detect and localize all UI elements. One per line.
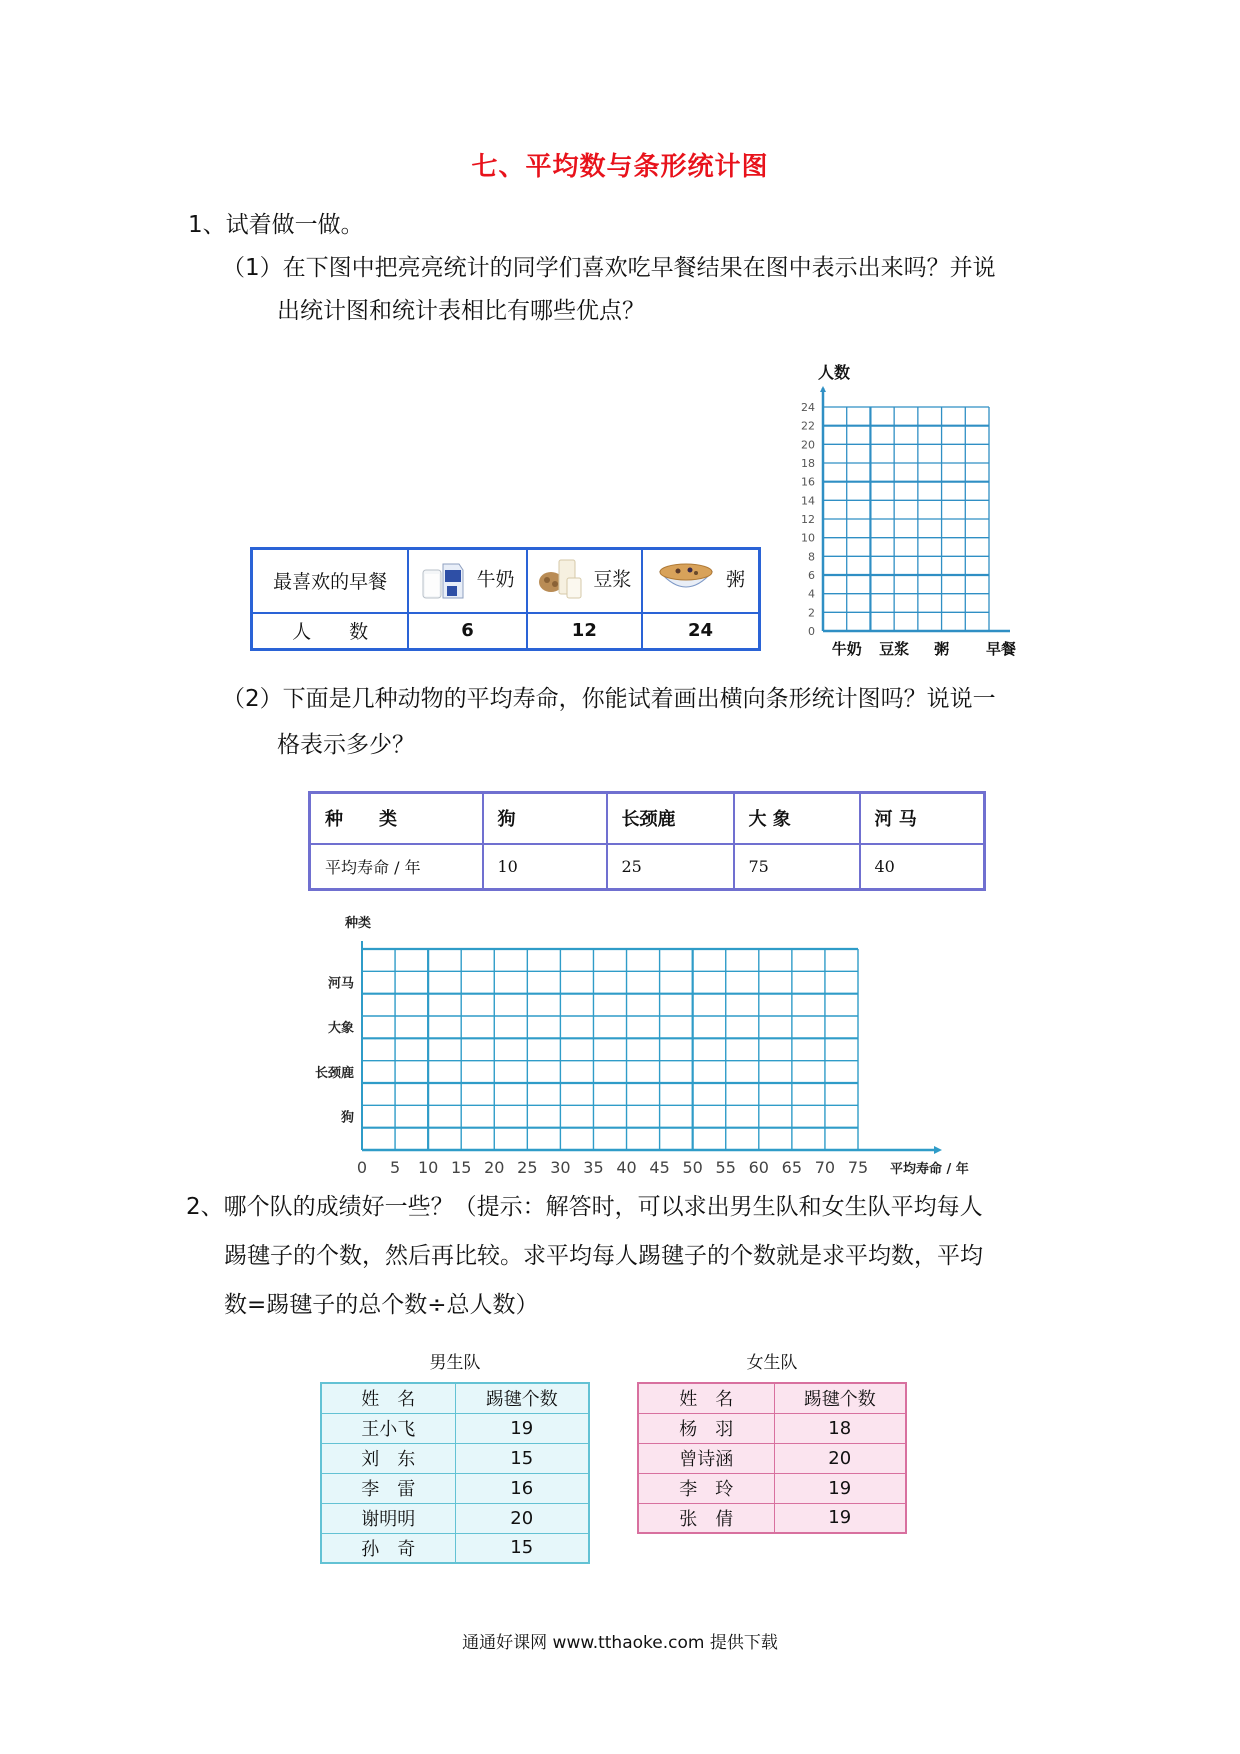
horizontal-chart-categories [315, 976, 354, 1126]
question-1-part-2-line-2: 格表示多少？ [277, 732, 415, 758]
breakfast-item-soymilk [527, 549, 642, 613]
team-member-row [638, 1443, 906, 1473]
boys-team-title: 男生队 [429, 1353, 481, 1373]
y-tick-label: 18 [801, 457, 815, 470]
animal-row-species [310, 793, 985, 844]
name-header: 姓 名 [321, 1383, 455, 1413]
count-header: 踢毽个数 [455, 1383, 589, 1413]
count-cell: 24 [642, 613, 760, 650]
x-category-label: 粥 [934, 640, 950, 658]
y-tick-label: 22 [801, 419, 815, 433]
question-1-part-1-line-1: （1）在下图中把亮亮统计的同学们喜欢吃早餐结果在图中表示出来吗？并说 [222, 255, 996, 281]
member-name: 刘 东 [321, 1443, 455, 1473]
member-count: 19 [774, 1473, 906, 1503]
girls-team-table [637, 1382, 907, 1534]
member-count: 16 [455, 1473, 589, 1503]
member-name: 杨 羽 [638, 1413, 774, 1443]
y-tick-label: 14 [801, 494, 815, 508]
member-name: 曾诗涵 [638, 1443, 774, 1473]
lifespan-cell: 25 [607, 844, 734, 890]
question-2-line-2: 踢毽子的个数，然后再比较。求平均每人踢毽子的个数就是求平均数，平均 [224, 1243, 983, 1269]
x-tick-label: 0 [356, 1158, 368, 1177]
member-name: 李 雷 [321, 1473, 455, 1503]
team-member-row [321, 1503, 589, 1533]
x-tick-label: 10 [417, 1158, 439, 1177]
milk-icon [421, 556, 467, 605]
horizontal-chart-grid [362, 941, 942, 1154]
footer-credit: 通通好课网 www.tthaoke.com 提供下载 [462, 1633, 778, 1653]
y-tick-label: 6 [808, 569, 815, 582]
x-axis-arrow [934, 1146, 942, 1154]
vertical-chart-y-label: 人数 [818, 363, 851, 382]
horizontal-chart-x-ticks [357, 1158, 868, 1177]
x-tick-label: 50 [682, 1158, 703, 1177]
vertical-chart-x-label: 早餐 [986, 640, 1017, 658]
y-category-label: 狗 [340, 1110, 354, 1126]
animal-name-cell: 长颈鹿 [607, 793, 734, 844]
breakfast-table [250, 547, 761, 651]
y-axis-arrow [820, 386, 826, 392]
breakfast-item-milk [408, 549, 526, 613]
team-member-row [321, 1413, 589, 1443]
boys-team-table [320, 1382, 590, 1564]
vertical-chart-y-ticks [801, 401, 815, 638]
x-category-label: 牛奶 [831, 640, 862, 658]
x-tick-label: 75 [847, 1158, 869, 1177]
y-category-label: 大象 [327, 1021, 354, 1037]
lifespan-header-cell: 平均寿命 / 年 [310, 844, 483, 890]
lifespan-cell: 75 [734, 844, 860, 890]
member-count: 18 [774, 1413, 906, 1443]
breakfast-item-label: 粥 [725, 568, 745, 591]
vertical-chart-grid [820, 386, 1010, 631]
team-member-row [638, 1473, 906, 1503]
member-name: 张 倩 [638, 1503, 774, 1533]
x-tick-label: 45 [649, 1158, 670, 1177]
breakfast-item-label: 牛奶 [476, 568, 515, 591]
x-tick-label: 70 [814, 1158, 836, 1177]
horizontal-chart-x-label: 平均寿命 / 年 [890, 1162, 969, 1177]
girls-header-row [638, 1383, 906, 1413]
y-category-label: 河马 [327, 976, 354, 992]
y-tick-label: 12 [801, 513, 815, 526]
count-cell: 6 [408, 613, 526, 650]
count-header: 踢毽个数 [774, 1383, 906, 1413]
question-2-line-3: 数=踢毽子的总个数÷总人数） [224, 1292, 539, 1318]
animal-lifespan-table [308, 791, 986, 891]
y-tick-label: 16 [801, 475, 815, 489]
y-tick-label: 2 [808, 606, 815, 620]
breakfast-row-counts [252, 613, 760, 650]
team-member-row [321, 1533, 589, 1563]
lifespan-cell: 10 [483, 844, 607, 890]
boys-header-row [321, 1383, 589, 1413]
team-member-row [638, 1413, 906, 1443]
count-cell: 12 [527, 613, 642, 650]
x-tick-label: 30 [550, 1158, 571, 1177]
member-name: 王小飞 [321, 1413, 455, 1443]
team-member-row [638, 1503, 906, 1533]
team-member-row [321, 1473, 589, 1503]
y-category-label: 长颈鹿 [314, 1065, 354, 1081]
question-1-heading: 1、试着做一做。 [188, 212, 364, 238]
breakfast-row-items [252, 549, 760, 613]
x-tick-label: 65 [781, 1158, 803, 1177]
horizontal-bar-chart [290, 905, 990, 1185]
member-count: 19 [455, 1413, 589, 1443]
x-tick-label: 15 [451, 1158, 472, 1177]
y-tick-label: 8 [808, 550, 815, 564]
species-header-cell: 种 类 [310, 793, 483, 844]
porridge-bowl-icon [656, 558, 716, 603]
y-tick-label: 10 [801, 531, 815, 545]
breakfast-header-cell: 最喜欢的早餐 [252, 549, 409, 613]
x-tick-label: 60 [748, 1158, 769, 1177]
breakfast-item-label: 豆浆 [593, 568, 632, 591]
question-2-line-1: 2、哪个队的成绩好一些？（提示：解答时，可以求出男生队和女生队平均每人 [186, 1194, 983, 1220]
y-tick-label: 20 [801, 438, 815, 452]
x-tick-label: 5 [389, 1158, 401, 1177]
team-member-row [321, 1443, 589, 1473]
question-1-part-1-line-2: 出统计图和统计表相比有哪些优点？ [277, 298, 645, 324]
lifespan-cell: 40 [860, 844, 985, 890]
vertical-bar-chart [770, 360, 1030, 660]
member-count: 20 [774, 1443, 906, 1473]
animal-name-cell: 狗 [483, 793, 607, 844]
x-category-label: 豆浆 [879, 640, 910, 658]
y-tick-label: 24 [801, 401, 815, 414]
girls-team-title: 女生队 [746, 1353, 798, 1373]
member-name: 谢明明 [321, 1503, 455, 1533]
x-tick-label: 25 [517, 1158, 538, 1177]
member-count: 15 [455, 1443, 589, 1473]
member-count: 15 [455, 1533, 589, 1563]
member-count: 20 [455, 1503, 589, 1533]
horizontal-chart-y-label: 种类 [345, 916, 372, 931]
y-tick-label: 0 [808, 625, 815, 638]
x-tick-label: 55 [715, 1158, 736, 1177]
question-1-part-2-line-1: （2）下面是几种动物的平均寿命，你能试着画出横向条形统计图吗？说说一 [222, 686, 996, 712]
animal-name-cell: 大 象 [734, 793, 860, 844]
x-tick-label: 40 [616, 1158, 637, 1177]
page-title: 七、平均数与条形统计图 [471, 152, 769, 182]
soymilk-icon [537, 556, 583, 605]
member-name: 李 玲 [638, 1473, 774, 1503]
y-tick-label: 4 [808, 587, 815, 601]
breakfast-item-porridge [642, 549, 760, 613]
animal-row-lifespan [310, 844, 985, 890]
member-count: 19 [774, 1503, 906, 1533]
vertical-chart-categories [832, 640, 949, 658]
x-tick-label: 20 [484, 1158, 505, 1177]
count-header-cell: 人 数 [252, 613, 409, 650]
name-header: 姓 名 [638, 1383, 774, 1413]
x-tick-label: 35 [583, 1158, 604, 1177]
member-name: 孙 奇 [321, 1533, 455, 1563]
animal-name-cell: 河 马 [860, 793, 985, 844]
